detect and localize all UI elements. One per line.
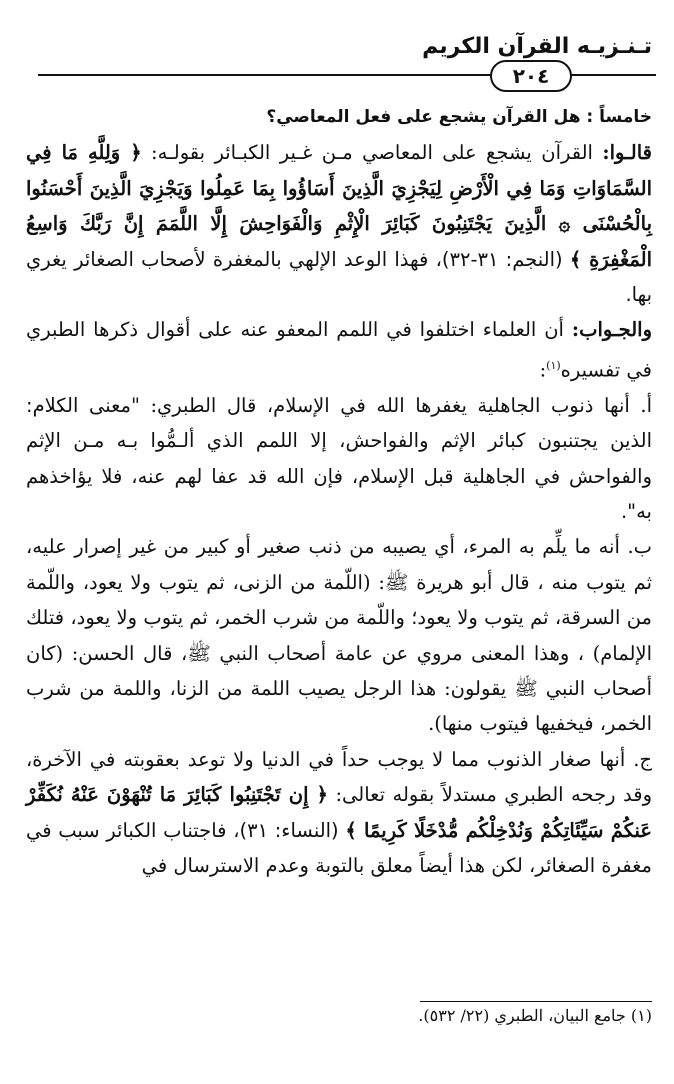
qalu-label: قالـوا: [602,141,652,165]
item-c-rest: فاجتناب الكبائر سبب في مغفرة الصغائر، لكن هذا أيضاً معلق بالتوبة وعدم الاسترسال في [26,818,652,878]
page-number: ٢٠٤ [490,60,572,92]
jawab-colon: : [539,358,547,382]
item-a-letter: أ. [640,393,652,417]
verse-reference-najm: (النجم: ٣١-٣٢)، [435,247,563,271]
item-b-letter: ب. [627,535,652,559]
qalu-conclusion: فهذا الوعد الإلهي بالمغفرة لأصحاب الصغائر يغري بها. [26,247,652,307]
item-c-letter: ج. [633,747,652,771]
qalu-intro: القرآن يشجع على المعاصي مـن غـير الكبـائر بقولـه: [151,141,593,165]
running-header-title: تـنـزيـه القرآن الكريم [422,34,652,59]
footnote: (١) جامع البيان، الطبري (٢٢/ ٥٣٢). [418,1006,652,1025]
paragraph-item-b [26,529,652,741]
item-b-text: أنه ما يلِّم به المرء، أي يصيبه من ذنب صغير أو كبير من غير إصرار عليه، ثم يتوب منه ، قال أبو هريرة ﷺ: (اللّمة من الزنى، ثم يتوب ولا يعود، واللّمة من السرقة، ثم يتوب ولا يعود؛ واللّمة من شرب الخمر، ثم يتوب ولا يعود، فتلك الإلمام) ، وهذا المعنى مروي عن عامة أصحاب النبي ﷺ، قال الحسن: (كان أصحاب النبي ﷺ يقولون: هذا الرجل يصيب اللمة من الزنا، واللمة من شرب الخمر، فيخفيها فيتوب منها). [26,535,652,736]
jawab-text: أن العلماء اختلفوا في اللمم المعفو عنه على أقوال ذكرها الطبري في تفسيره [26,318,652,382]
paragraph-item-a [26,388,652,530]
item-c-text: أنها صغار الذنوب مما لا يوجب حداً في الدنيا ولا توعد بعقوبته في الآخرة، وقد رجحه الطبري مستدلاً بقوله تعالى: [26,747,652,807]
footnote-separator [420,1001,652,1002]
paragraph-jawab [26,312,652,387]
quran-verse-nisa: ﴿ إِن تَجْتَنِبُوا كَبَائِرَ مَا تُنْهَوْنَ عَنْهُ نُكَفِّرْ عَنكُمْ سَيِّئَاتِكُمْ وَنُدْخِلْكُم مُّدْخَلًا كَرِيمًا ﴾ [26,783,653,842]
jawab-label: والجـواب: [571,318,653,342]
body-text [26,100,652,883]
paragraph-item-c [26,742,652,884]
section-heading: خامساً : هل القرآن يشجع على فعل المعاصي؟ [266,107,652,127]
footnote-marker: (١) [546,358,561,372]
item-a-quote: معنى الكلام: الذين يجتنبون كبائر الإثم والفواحش، إلا اللمم الذي ألـمُّوا بـه مـن الإثم والفواحش في الجاهلية قبل الإسلام، فإن الله قد عفا لهم عنه، فلا يؤاخذهم به". [26,393,652,523]
paragraph-qalu [26,135,652,312]
quran-verse-najm: ﴿ وَلِلَّهِ مَا فِي السَّمَاوَاتِ وَمَا فِي الْأَرْضِ لِيَجْزِيَ الَّذِينَ أَسَاؤُوا بِمَا عَمِلُوا وَيَجْزِيَ الَّذِينَ أَحْسَنُوا بِالْحُسْنَى ۞ الَّذِينَ يَجْتَنِبُونَ كَبَائِرَ الْإِثْمِ وَالْفَوَاحِشَ إِلَّا اللَّمَمَ إِنَّ رَبَّكَ وَاسِعُ الْمَغْفِرَةِ ﴾ [26,141,652,271]
verse-reference-nisa: (النساء: ٣١)، [233,818,339,842]
item-a-lead: أنها ذنوب الجاهلية يغفرها الله في الإسلام، قال الطبري: " [130,393,630,417]
